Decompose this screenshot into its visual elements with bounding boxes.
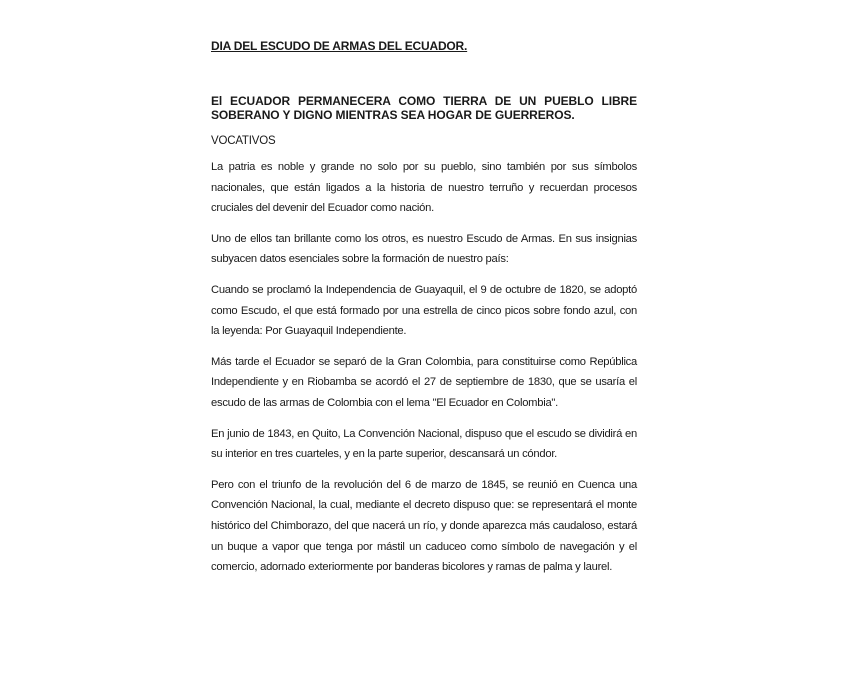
paragraph: Uno de ellos tan brillante como los otros, es nuestro Escudo de Armas. En sus insignias subyacen datos esenciales sobre la formación de nuestro país: bbox=[211, 232, 637, 266]
document-title: DIA DEL ESCUDO DE ARMAS DEL ECUADOR. bbox=[211, 39, 468, 53]
paragraph: Cuando se proclamó la Independencia de Guayaquil, el 9 de octubre de 1820, se adoptó como Escudo, el que está formado por una estrella de cinco picos sobre fondo azul, con la leyenda: Por Guayaquil Independiente. bbox=[211, 283, 637, 338]
document-page bbox=[211, 38, 637, 578]
paragraph: Más tarde el Ecuador se separó de la Gran Colombia, para constituirse como República Independiente y en Riobamba se acordó el 27 de septiembre de 1830, que se usaría el escudo de las armas de Colombia con el lema "El Ecuador en Colombia". bbox=[211, 355, 637, 409]
paragraph: La patria es noble y grande no solo por su pueblo, sino también por sus símbolos nacionales, que están ligados a la historia de nuestro terruño y recuerdan procesos cruciales del devenir del Ecuador como nación. bbox=[211, 161, 637, 215]
paragraph: En junio de 1843, en Quito, La Convención Nacional, dispuso que el escudo se dividirá en su interior en tres cuarteles, y en la parte superior, descansará un cóndor. bbox=[211, 427, 637, 461]
section-label: VOCATIVOS bbox=[211, 135, 276, 147]
paragraph: Pero con el triunfo de la revolución del 6 de marzo de 1845, se reunió en Cuenca una Convención Nacional, la cual, mediante el decreto dispuso que: se representará el monte histórico del Chimborazo, del que nacerá un río, y donde aparezca más caudaloso, estará un buque a vapor que tenga por mástil un caduceo como símbolo de navegación y el comercio, adornado exteriormente por banderas bicolores y ramas de palma y laurel. bbox=[211, 478, 637, 574]
document-motto: El ECUADOR PERMANECERA COMO TIERRA DE UN PUEBLO LIBRE SOBERANO Y DIGNO MIENTRAS SEA HOGAR DE GUERREROS. bbox=[211, 94, 637, 122]
